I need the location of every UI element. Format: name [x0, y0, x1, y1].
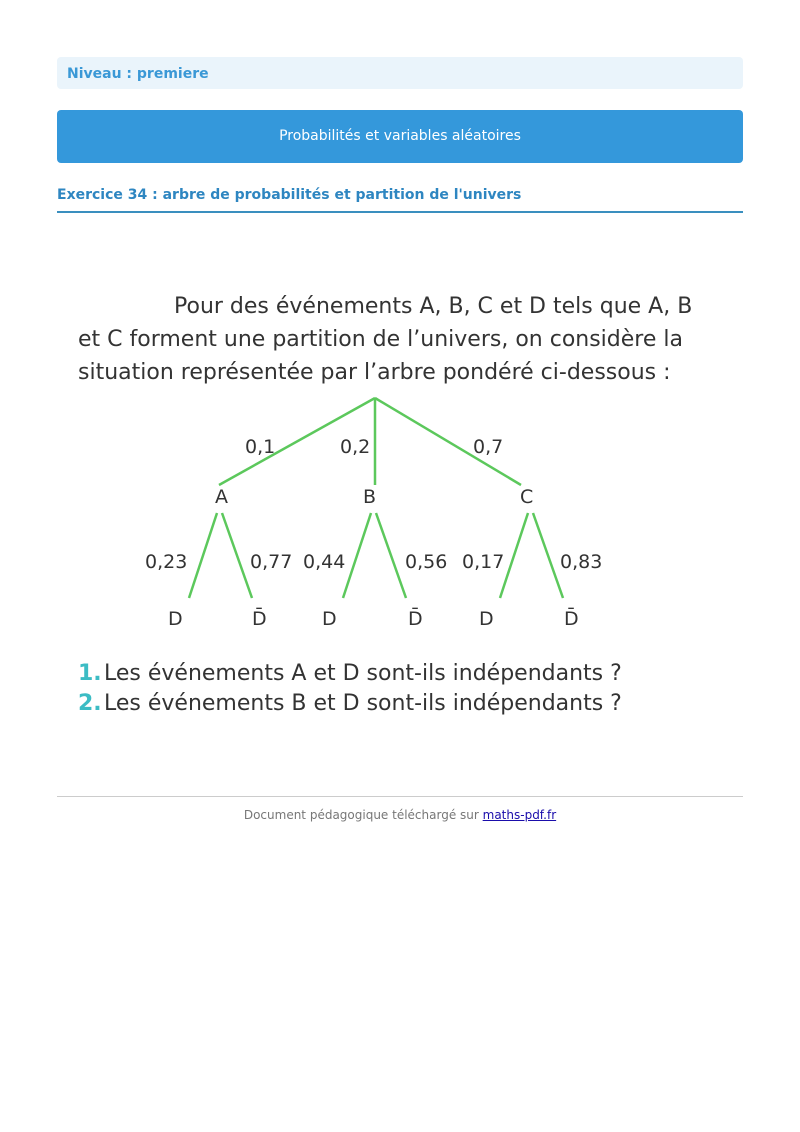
leaf-C-D: D	[479, 608, 494, 630]
prob-B: 0,2	[340, 436, 371, 458]
prob-A: 0,1	[245, 436, 276, 458]
question-1-number: 1.	[78, 661, 102, 686]
leaf-C-Dbar: D̄	[564, 608, 579, 630]
footer-divider	[57, 796, 743, 797]
level-label: Niveau : premiere	[67, 66, 209, 82]
prob-A-D: 0,23	[145, 551, 188, 573]
exercise-title: Exercice 34 : arbre de probabilités et partition de l'univers	[57, 185, 743, 213]
node-C: C	[520, 486, 534, 508]
leaf-B-D: D	[322, 608, 337, 630]
question-2-number: 2.	[78, 691, 102, 716]
node-B: B	[363, 486, 377, 508]
branch-B-Dbar	[376, 513, 406, 598]
question-1-text: Les événements A et D sont-ils indépendants ?	[104, 661, 622, 686]
statement-line-3: situation représentée par l’arbre pondéré ci-dessous :	[78, 360, 671, 385]
prob-B-D: 0,44	[303, 551, 346, 573]
footer-link[interactable]: maths-pdf.fr	[482, 808, 557, 822]
level-box	[57, 57, 743, 89]
branch-B-D	[343, 513, 371, 598]
leaf-B-Dbar: D̄	[408, 608, 423, 630]
prob-A-Dbar: 0,77	[250, 551, 293, 573]
statement-line-1: Pour des événements A, B, C et D tels que A, B	[174, 294, 693, 319]
branch-A-Dbar	[222, 513, 252, 598]
subject-banner: Probabilités et variables aléatoires	[57, 110, 743, 163]
branch-C-Dbar	[533, 513, 563, 598]
footer-text: Document pédagogique téléchargé sur	[243, 808, 483, 822]
footer	[57, 808, 743, 822]
question-2-text: Les événements B et D sont-ils indépendants ?	[104, 691, 622, 716]
prob-C-D: 0,17	[462, 551, 505, 573]
prob-B-Dbar: 0,56	[405, 551, 448, 573]
branch-A-D	[189, 513, 217, 598]
prob-C-Dbar: 0,83	[560, 551, 603, 573]
exercise-svg	[57, 280, 743, 730]
statement-line-2: et C forment une partition de l’univers, on considère la	[78, 327, 683, 352]
prob-C: 0,7	[473, 436, 504, 458]
leaf-A-Dbar: D̄	[252, 608, 267, 630]
leaf-A-D: D	[168, 608, 183, 630]
exercise-figure	[57, 280, 743, 730]
node-A: A	[215, 486, 228, 508]
